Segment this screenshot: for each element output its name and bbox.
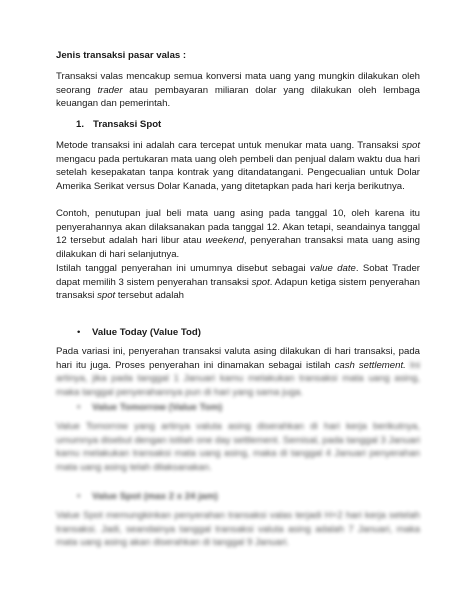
- value-today-paragraph: Pada variasi ini, penyerahan transaksi valuta asing dilakukan di hari transaksi, pada hari itu juga. Proses penyerahan ini dinamakan sebagai istilah cash settlement. Ini artinya, jika pada tanggal 1 Januari kamu melakukan transaksi mata uang asing, maka tanggal penyerahannya pun di hari yang sama juga.: [56, 346, 420, 398]
- bullet-title-value-spot: Value Spot (max 2 x 24 jam): [92, 491, 218, 502]
- value-spot-paragraph: Value Spot memungkinkan penyerahan transaksi valas terjadi H+2 hari kerja setelah transaksi. Jadi, seandainya tanggal transaksi valuta asing adalah 7 Januari, maka mata uang asing akan diserahkan di tanggal 9 Januari.: [56, 510, 420, 549]
- spot-paragraph-2: Contoh, penutupan jual beli mata uang asing pada tanggal 10, oleh karena itu penyerahannya akan dilaksanakan pada tanggal 12. Akan tetapi, seandainya tanggal 12 tersebut adalah hari libur atau weekend, penyerahan transaksi mata uang asing dilakukan di hari selanjutnya.: [56, 208, 421, 260]
- intro-paragraph: Transaksi valas mencakup semua konversi mata uang yang mungkin dilakukan oleh seorang trader atau pembayaran miliaran dolar yang dilakukan oleh lembaga keuangan dan pemerintah.: [56, 71, 420, 110]
- spot-paragraph-1: Metode transaksi ini adalah cara tercepat untuk menukar mata uang. Transaksi spot mengacu pada pertukaran mata uang oleh pembeli dan penjual dalam waktu dua hari setelah kesepakatan tanpa kontrak yang ditandatangani. Pengecualian untuk Dolar Amerika Serikat versus Dolar Kanada, yang ditetapkan pada hari kerja berikutnya.: [56, 140, 420, 192]
- bullet-dot: •: [77, 402, 81, 413]
- bullet-dot: •: [77, 327, 81, 338]
- section-title-spot: Transaksi Spot: [93, 119, 162, 130]
- bullet-title-value-today: Value Today (Value Tod): [92, 327, 201, 338]
- spot-paragraph-3: Istilah tanggal penyerahan ini umumnya disebut sebagai value date. Sobat Trader dapat memilih 3 sistem penyerahan transaksi spot. Adapun ketiga sistem penyerahan transaksi spot tersebut adalah: [56, 263, 420, 302]
- section-number: 1.: [76, 119, 85, 130]
- bullet-title-value-tomorrow: Value Tomorrow (Value Tom): [92, 402, 223, 413]
- section-heading: Jenis transaksi pasar valas :: [56, 50, 187, 61]
- bullet-dot: •: [77, 491, 81, 502]
- value-tomorrow-paragraph: Value Tomorrow yang artinya valuta asing diserahkan di hari kerja berikutnya, umumnya disebut dengan istilah one day settlement. Semisal, pada tanggal 3 Januari kamu melakukan transaksi mata uang asing, maka di tanggal 4 Januari penyerahan mata uang asing telah dilaksanakan.: [56, 421, 420, 473]
